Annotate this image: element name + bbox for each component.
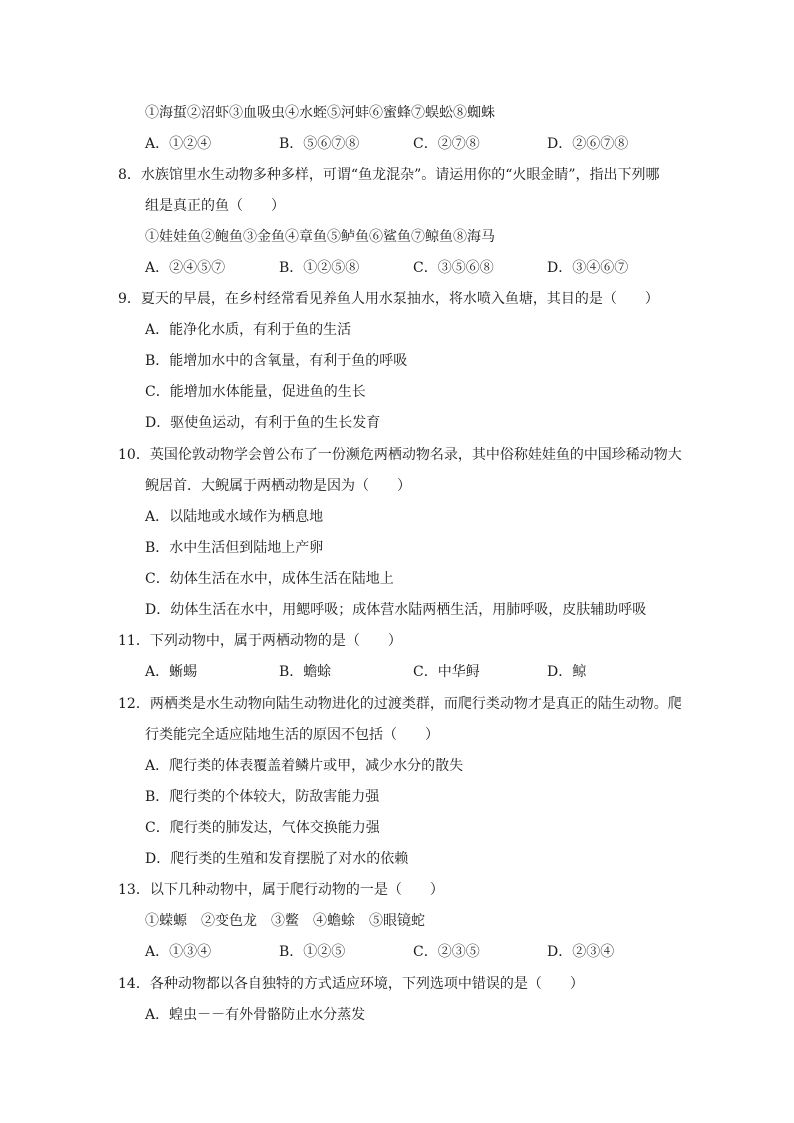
q7-animal-list: ①海蜇②沼虾③血吸虫④水蛭⑤河蚌⑥蜜蜂⑦蜈蚣⑧蜘蛛	[145, 105, 495, 121]
q11-stem: 11．下列动物中，属于两栖动物的是（ ）	[118, 633, 402, 649]
q11-option-d[interactable]: D．鲸	[547, 664, 587, 680]
q12-stem-line-1: 12．两栖类是水生动物向陆生动物进化的过渡类群，而爬行类动物才是真正的陆生动物。爬	[118, 696, 682, 712]
q9-option-d[interactable]: D．驱使鱼运动，有利于鱼的生长发育	[145, 415, 381, 431]
q8-stem-line-1: 8．水族馆里水生动物多种多样，可谓“鱼龙混杂”。请运用你的“火眼金睛”，指出下列哪	[118, 167, 660, 183]
q12-option-b[interactable]: B．爬行类的个体较大，防敌害能力强	[145, 789, 380, 805]
q11-option-b[interactable]: B．蟾蜍	[279, 664, 332, 680]
q8-stem-line-2: 组是真正的鱼（ ）	[145, 198, 285, 214]
q7-option-c[interactable]: C．②⑦⑧	[413, 136, 480, 152]
q13-option-a[interactable]: A．①③④	[145, 944, 212, 960]
q11-option-c[interactable]: C．中华鲟	[413, 664, 480, 680]
q9-option-b[interactable]: B．能增加水中的含氧量，有利于鱼的呼吸	[145, 353, 408, 369]
q10-stem-line-2: 鲵居首．大鲵属于两栖动物是因为（ ）	[145, 478, 411, 494]
q12-stem-line-2: 行类能完全适应陆地生活的原因不包括（ ）	[145, 727, 439, 743]
q7-option-a[interactable]: A．①②④	[145, 136, 212, 152]
q10-option-c[interactable]: C．幼体生活在水中，成体生活在陆地上	[145, 571, 394, 587]
q12-option-a[interactable]: A．爬行类的体表覆盖着鳞片或甲，减少水分的散失	[145, 758, 464, 774]
q8-option-a[interactable]: A．②④⑤⑦	[145, 260, 226, 276]
q14-stem: 14．各种动物都以各自独特的方式适应环境，下列选项中错误的是（ ）	[118, 976, 584, 992]
q9-stem: 9．夏天的早晨，在乡村经常看见养鱼人用水泵抽水，将水喷入鱼塘，其目的是（ ）	[118, 291, 659, 307]
q10-option-d[interactable]: D．幼体生活在水中，用鳃呼吸；成体营水陆两栖生活，用肺呼吸，皮肤辅助呼吸	[145, 602, 647, 618]
q13-option-c[interactable]: C．②③⑤	[413, 944, 480, 960]
q12-option-d[interactable]: D．爬行类的生殖和发育摆脱了对水的依赖	[145, 851, 409, 867]
q9-option-c[interactable]: C．能增加水体能量，促进鱼的生长	[145, 384, 366, 400]
q8-animal-list: ①娃娃鱼②鲍鱼③金鱼④章鱼⑤鲈鱼⑥鲨鱼⑦鲸鱼⑧海马	[145, 229, 495, 245]
q13-option-d[interactable]: D．②③④	[547, 944, 615, 960]
q7-option-b[interactable]: B．⑤⑥⑦⑧	[279, 136, 360, 152]
q8-option-d[interactable]: D．③④⑥⑦	[547, 260, 629, 276]
q13-stem: 13．以下几种动物中，属于爬行动物的一是（ ）	[118, 882, 444, 898]
q11-option-a[interactable]: A．蜥蜴	[145, 664, 198, 680]
q12-option-c[interactable]: C．爬行类的肺发达，气体交换能力强	[145, 820, 380, 836]
q14-option-a[interactable]: A．蝗虫－－有外骨骼防止水分蒸发	[145, 1007, 366, 1023]
q10-option-a[interactable]: A．以陆地或水域作为栖息地	[145, 509, 324, 525]
q7-option-d[interactable]: D．②⑥⑦⑧	[547, 136, 629, 152]
q8-option-b[interactable]: B．①②⑤⑧	[279, 260, 360, 276]
q13-animal-list: ①蝾螈 ②变色龙 ③鳖 ④蟾蜍 ⑤眼镜蛇	[145, 913, 425, 929]
q8-option-c[interactable]: C．③⑤⑥⑧	[413, 260, 494, 276]
q13-option-b[interactable]: B．①②⑤	[279, 944, 346, 960]
q9-option-a[interactable]: A．能净化水质，有利于鱼的生活	[145, 322, 352, 338]
q10-stem-line-1: 10．英国伦敦动物学会曾公布了一份濒危两栖动物名录，其中俗称娃娃鱼的中国珍稀动物大	[118, 447, 682, 463]
q10-option-b[interactable]: B．水中生活但到陆地上产卵	[145, 540, 324, 556]
